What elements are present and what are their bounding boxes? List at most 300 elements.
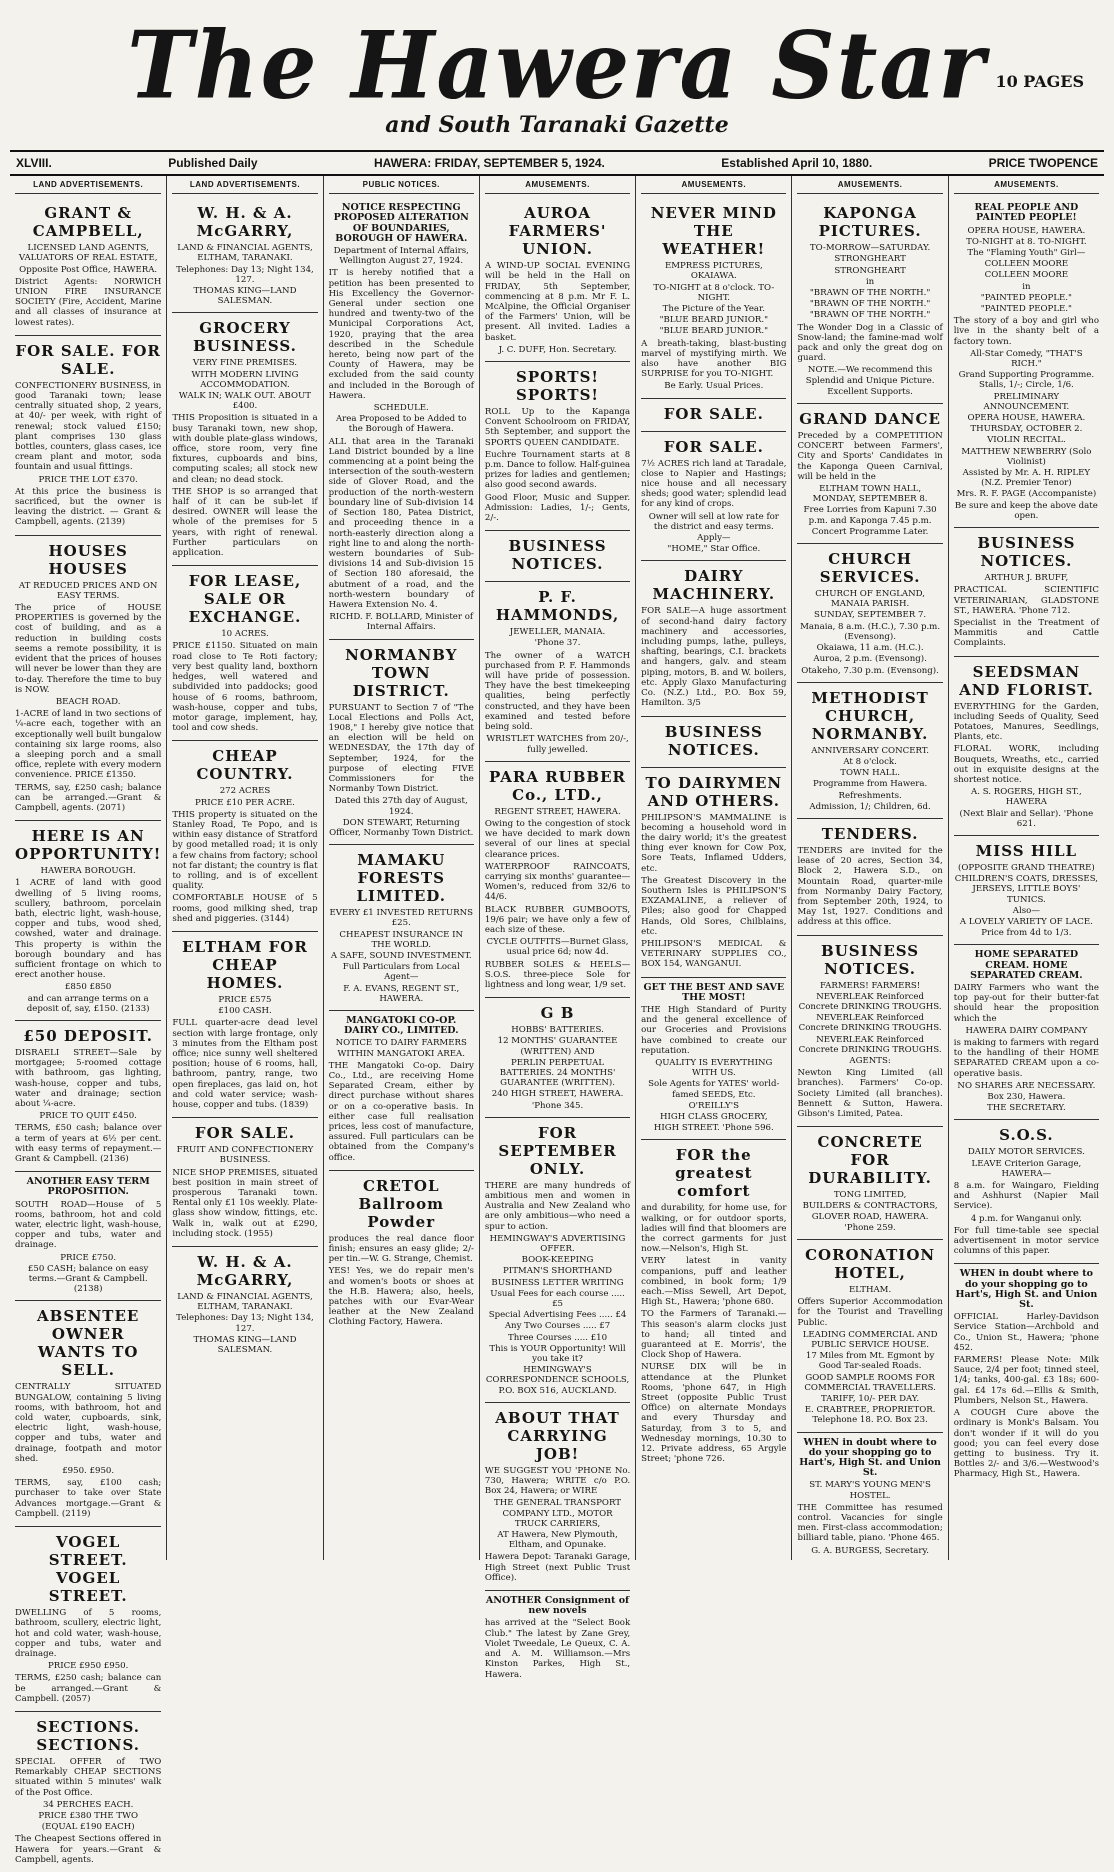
advertisement-text: DAIRY Farmers who want the top pay-out for their butter-fat should hear the proposition which the [953, 982, 1100, 1024]
advertisement-text: RICHD. F. BOLLARD, Minister of Internal Affairs. [329, 612, 474, 633]
advertisement-text: HIGH CLASS GROCERY, [660, 1111, 768, 1122]
advertisement-title: NOTICE RESPECTING PROPOSED ALTERATION OF BOUNDARIES, BOROUGH OF HAWERA. [333, 202, 469, 244]
advertisement-text: Owner will sell at low rate for the district and easy terms. [648, 511, 779, 532]
advertisement [641, 432, 786, 562]
advertisement-title: BUSINESS NOTICES. [977, 534, 1076, 571]
advertisement-text: TARIFF, 10/- PER DAY. [821, 1394, 920, 1405]
advertisement-text: YES! Yes, we do repair men's and women's boots or shoes at the H.B. Hawera; also, heels, patches with our Evar-Wear leather at the New Zealand Clothing Factory, Hawera. [328, 1266, 474, 1328]
advertisement-text: Any Two Courses ..... £7 [504, 1321, 611, 1332]
advertisement-text: DON STEWART, Returning Officer, Normanby Town District. [329, 817, 474, 838]
established-date: Established April 10, 1880. [721, 156, 873, 170]
advertisement-text: WATERPROOF RAINCOATS, carrying six months' guarantee—Women's, reduced from 32/6 to 44/6. [484, 861, 631, 903]
advertisement-text: The Greatest Discovery in the Southern Isles is PHILIPSON'S EXZAMALINE, a reliever of Piles; also good for Chapped Hands, Old Sores, Chilblains, etc. [641, 875, 787, 937]
advertisement [641, 717, 786, 768]
advertisement-text: HAWERA BOROUGH. [40, 866, 136, 877]
volume-number: XLVIII. [16, 156, 52, 170]
advertisement-text: 272 ACRES [219, 786, 271, 797]
advertisement-text: THOMAS KING—LAND SALESMAN. [193, 286, 297, 307]
advertisement-text: MATTHEW NEWBERRY (Solo Violinist) [961, 446, 1092, 467]
advertisement-text: 1 ACRE of land with good dwelling of 5 living rooms, scullery, bathroom, porcelain bath, electric light, wash-house, copper and tubs, wood shed, cowshed, water and drainage. This property is within the borough boundary and has sufficient frontage on which to erect another house. [15, 878, 162, 981]
column-1 [10, 176, 167, 1865]
advertisement-title: DAIRY MACHINERY. [652, 567, 776, 604]
advertisement [172, 566, 317, 741]
advertisement [485, 1118, 630, 1403]
advertisement-text: Concert Programme Later. [811, 526, 929, 537]
advertisement [641, 768, 786, 978]
advertisement-text: The Wonder Dog in a Classic of Snow-land; the famine-mad wolf pack and only the great dog on guard. [797, 322, 943, 364]
advertisement-text: NEVERLEAK Reinforced Concrete DRINKING TROUGHS. [798, 991, 942, 1012]
advertisement-text: J. C. DUFF, Hon. Secretary. [498, 344, 617, 355]
advertisement [329, 1011, 474, 1171]
advertisement-text: At this price the business is sacrificed, but the owner is leaving the district. — Grant & Campbell, agents. (2139) [15, 486, 162, 528]
advertisement-text: Refreshments. [838, 790, 902, 801]
advertisement-title: CHURCH SERVICES. [819, 550, 921, 587]
advertisement [329, 845, 474, 1011]
advertisement [485, 582, 630, 761]
advertisement-text: OPERA HOUSE, HAWERA. [967, 413, 1086, 424]
advertisement-text: NEVERLEAK Reinforced Concrete DRINKING TROUGHS. [798, 1034, 942, 1055]
newspaper-page [10, 10, 1104, 1865]
advertisement-text: BLACK RUBBER GUMBOOTS, 19/6 pair; we have only a few of each size of these. [484, 904, 631, 935]
advertisement-text: A WIND-UP SOCIAL EVENING will be held in the Hall on FRIDAY, 5th September, commencing at 8 p.m. Mr F. L. McAlpine, the Official Organiser of the Farmers' Union, will be present. All invited. Ladies a basket. [484, 261, 631, 343]
issue-price: PRICE TWOPENCE [988, 156, 1098, 170]
advertisement-title: PARA RUBBER Co., LTD., [489, 767, 627, 804]
advertisement-text: WALK IN; WALK OUT. ABOUT £400. [178, 391, 312, 412]
advertisement [485, 362, 630, 531]
advertisement-text: THE High Standard of Purity and the general excellence of our Groceries and Provisions have combined to create our reputation. [641, 1004, 787, 1056]
advertisement-text: PITMAN'S SHORTHAND [503, 1266, 613, 1277]
advertisement-title: TO DAIRYMEN AND OTHERS. [645, 773, 783, 810]
advertisement-text: RUBBER SOLES & HEELS—S.O.S. three-piece Sole for lightness and long wear, 1/9 set. [484, 959, 631, 990]
advertisement-text: Programme from Hawera. [812, 779, 928, 790]
advertisement-text: Usual Fees for each course ..... £5 [490, 1288, 625, 1310]
advertisement-title: FOR SALE. [663, 404, 764, 423]
advertisement-title: MANGATOKI CO-OP. DAIRY CO., LIMITED. [343, 1015, 459, 1037]
advertisement-text: THURSDAY, OCTOBER 2. [970, 424, 1083, 435]
advertisement-text: DWELLING of 5 rooms, bathroom, scullery, electric light, hot and cold water, wash-house, copper and tubs, water and drainage. [15, 1608, 162, 1659]
advertisement-text: BUSINESS LETTER WRITING [491, 1277, 624, 1288]
advertisement-text: CYCLE OUTFITS—Burnet Glass, usual price 6d; now 4d. [486, 937, 629, 958]
advertisement-text: LEADING COMMERCIAL AND PUBLIC SERVICE HOUSE. [802, 1329, 938, 1351]
advertisement-text: Dated this 27th day of August, 1924. [334, 796, 468, 817]
advertisement-text: VERY FINE PREMISES. [192, 358, 298, 369]
advertisement-text: A COUGH Cure above the ordinary is Monk's Balsam. You don't wonder if it will do you good; you can feel every dose getting to business. Try it. Bottles 2/- and 3/6.—Westwood's Pharmacy, High St., Hawera. [953, 1408, 1100, 1480]
advertisement-text: E. CRABTREE, PROPRIETOR. Telephone 18. P.O. Box 23. [804, 1405, 936, 1426]
advertisement [172, 1247, 317, 1361]
advertisement-text: HOBBS' BATTERIES. [511, 1025, 604, 1036]
advertisement-text: All-Star Comedy, "THAT'S RICH." [970, 348, 1083, 370]
advertisement-text: The price of HOUSE PROPERTIES is governed by the cost of building, and as a reduction in building costs seems a remote possibility, it is evident that the prices of houses will never be lower than they are to-day. Therefore the time to buy is NOW. [15, 603, 162, 695]
advertisement-text: THERE are many hundreds of ambitious men and women in Australia and New Zealand who are only ambitious—who need a spur to action. [484, 1180, 631, 1232]
advertisement-title: HOME SEPARATED CREAM. HOME SEPARATED CREAM. [970, 949, 1083, 981]
advertisement-text: Good Floor, Music and Supper. Admission: Ladies, 1/-; Gents, 2/-. [484, 492, 631, 524]
advertisement-text: NURSE DIX will be in attendance at the Plunket Rooms, 'phone 647, in High Street (opposite Public Trust Office) on alternate Mondays and every Thursday and Saturday, from 3 to 5, and Wednesday mornings, 10.30 to 12. Private address, 65 Argyle Street; 'phone 726. [641, 1362, 787, 1465]
advertisement-text: Owing to the congestion of stock we have decided to mark down several of our lines at special clearance prices. [484, 818, 631, 860]
advertisement-text: 1-ACRE of land in two sections of ¼-acre each, together with an exceptionally well built bungalow containing six large rooms, also a sleeping porch and a small office, replete with every modern convenience. PRICE £1350. [15, 709, 162, 781]
advertisement [641, 561, 786, 716]
column-heading: AMUSEMENTS. [797, 180, 942, 194]
advertisement-text: NEVERLEAK Reinforced Concrete DRINKING TROUGHS. [798, 1013, 942, 1034]
advertisement-title: W. H. & A. McGARRY, [196, 1253, 294, 1290]
advertisement-text: At 8 o'clock. [843, 756, 897, 767]
advertisement-text: 4 p.m. for Wanganui only. [970, 1213, 1082, 1224]
advertisement [797, 198, 942, 404]
advertisement [641, 198, 786, 398]
advertisement-text: Free Lorries from Kapuni 7.30 p.m. and Kaponga 7.45 p.m. [803, 505, 937, 526]
advertisement-text: AT Hawera, New Plymouth, Eltham, and Opunake. [497, 1530, 618, 1551]
advertisement-text: Special Advertising Fees ..... £4 [488, 1310, 627, 1321]
advertisement [172, 741, 317, 932]
advertisement-text: PRICE £1150. Situated on main road close to Te Roti factory; very best quality land, boxthorn hedges, well watered and subdivided into paddocks; good house of 6 rooms, bathroom, wash-house, copper and tubs, motor garage, implement, hay, tool and cow sheds. [172, 641, 318, 734]
newspaper-subtitle: and South Taranaki Gazette [385, 112, 729, 138]
advertisement-title: FOR SALE. [194, 1124, 295, 1143]
advertisement-title: METHODIST CHURCH, NORMANBY. [811, 688, 929, 743]
advertisement-text: THE SHOP is so arranged that half of it can be sub-let if desired. OWNER will lease the whole of the premises for 5 years, with right of renewal. Further particulars on application. [172, 486, 318, 559]
advertisement [15, 1301, 161, 1527]
advertisement-text: FULL quarter-acre dead level section with large frontage, only 3 minutes from the Eltham post office; nice sunny well sheltered position; house of 6 rooms, hall, bathroom, pantry, range, two open fireplaces, gas laid on, hot and cold water service; wash-house, copper and tubs. (1839) [172, 1018, 318, 1110]
advertisement-text: IT is hereby notified that a petition has been presented to His Excellency the Governor-General under section one hundred and twenty-two of the Municipal Corporations Act, 1920, praying that the area described in the Schedule hereto, being now part of the County of Hawera, may be excluded from the said county and included in the Borough of Hawera. [328, 268, 474, 401]
advertisement-text: produces the real dance floor finish; ensures an easy glide; 2/- per tin.—W. G. Strange, Chemist. [328, 1233, 474, 1265]
advertisement-text: Excellent Supports. [827, 386, 913, 397]
advertisement-text: £950. £950. [62, 1466, 115, 1477]
advertisement [797, 1127, 942, 1240]
advertisement-text: F. A. EVANS, REGENT ST., HAWERA. [343, 983, 460, 1004]
advertisement-text: TO-NIGHT at 8. TO-NIGHT. [966, 236, 1087, 247]
advertisement-text: HEMINGWAY'S ADVERTISING OFFER. [489, 1233, 626, 1254]
advertisement-text: LAND & FINANCIAL AGENTS, ELTHAM, TARANAKI. [177, 1292, 313, 1313]
advertisement-text: G. A. BURGESS, Secretary. [811, 1545, 929, 1556]
advertisement-text: LEAVE Criterion Garage, HAWERA— [971, 1158, 1082, 1179]
advertisement-text: THE GENERAL TRANSPORT COMPANY LTD., MOTOR TRUCK CARRIERS, [494, 1498, 622, 1529]
advertisement [797, 936, 942, 1128]
advertisement [641, 1140, 786, 1471]
newspaper-title: The Hawera Star [127, 10, 987, 120]
advertisement-text: The owner of a WATCH purchased from P. F. Hammonds will have pride of possession. They have the best timekeeping qualities, being perfectly constructed, and they have been examined and tested before being sold. [484, 650, 631, 733]
advertisement [485, 1403, 630, 1591]
advertisement-title: MISS HILL [975, 841, 1078, 860]
advertisement-title: BUSINESS NOTICES. [821, 941, 920, 978]
advertisement-text: Three Courses ..... £10 [507, 1332, 608, 1343]
advertisement [15, 1021, 161, 1172]
advertisement-title: FOR SALE. FOR SALE. [15, 341, 161, 378]
advertisement-text: VERY latest in vanity companions, puff and leather combined, in book form; 1/9 each.—Miss Sewell, Art Depot, High St., Hawera; 'phone 680. [641, 1256, 787, 1308]
advertisement-text: 8 a.m. for Waingaro, Fielding and Ashhurst (Napier Mail Service). [953, 1181, 1100, 1212]
advertisement-text: HAWERA DAIRY COMPANY [965, 1025, 1088, 1036]
advertisement [954, 198, 1099, 528]
advertisement-text: JEWELLER, MANAIA. [509, 627, 606, 638]
advertisement-title: REAL PEOPLE AND PAINTED PEOPLE! [974, 202, 1079, 224]
advertisement-text: ARTHUR J. BRUFF, [984, 573, 1069, 584]
advertisement-title: SPORTS! SPORTS! [516, 368, 600, 405]
advertisement-text: COMFORTABLE HOUSE of 5 rooms, good milking shed, trap shed and piggeries. (3144) [172, 893, 318, 924]
advertisement-text: "PAINTED PEOPLE." [980, 304, 1072, 315]
advertisement-title: S.O.S. [999, 1126, 1054, 1145]
column-heading: LAND ADVERTISEMENTS. [172, 180, 317, 194]
column-5 [636, 176, 792, 1560]
advertisement [641, 399, 786, 432]
advertisement-text: TERMS, £250 cash; balance can be arranged.—Grant & Campbell. (2057) [15, 1673, 162, 1704]
advertisement-title: P. F. HAMMONDS, [495, 588, 620, 625]
advertisement-text: BEACH ROAD. [55, 696, 121, 707]
advertisement-title: FOR SALE. [663, 437, 764, 456]
column-heading: AMUSEMENTS. [641, 180, 786, 194]
advertisement-text: DISRAELI STREET—Sale by mortgagee; 5-roomed cottage with bathroom, gas lighting, wash-house, copper and tubs, water and drainage; section about ¼-acre. [15, 1047, 162, 1109]
advertisement-text: Assisted by Mr. A. H. RIPLEY (N.Z. Premier Tenor) [962, 468, 1091, 489]
column-heading: LAND ADVERTISEMENTS. [15, 180, 161, 194]
advertisement [15, 198, 161, 336]
advertisement-text: The story of a boy and girl who live in the shanty belt of a factory town. [953, 316, 1100, 347]
advertisement [485, 998, 630, 1118]
advertisement-text: TO-NIGHT at 8 o'clock. TO-NIGHT. [653, 282, 775, 303]
advertisement-text: 17 Miles from Mt. Egmont by Good Tar-sealed Roads. [805, 1351, 935, 1372]
columns [10, 176, 1104, 1865]
advertisement-text: District Agents: NORWICH UNION FIRE INSURANCE SOCIETY (Fire, Accident, Marine and all classes of insurance at lowest rates). [15, 276, 162, 328]
advertisement-text: A breath-taking, blast-busting marvel of mystifying mirth. We also have another BIG SURPRISE for you TO-NIGHT. [641, 338, 787, 380]
advertisement-text: has arrived at the "Select Book Club." The latest by Zane Grey, Violet Tweedale, Le Queux, C. A. and A. M. Williamson.—Mrs Kinston Parkes, High St., Hawera. [484, 1618, 631, 1680]
advertisement [172, 1118, 317, 1247]
advertisement-text: 10 ACRES. [221, 629, 269, 640]
column-2 [167, 176, 323, 1560]
advertisement-text: NICE SHOP PREMISES, situated best position in main street of prosperous Taranaki town. Rental only £1 10s weekly. Plate-glass show window, fittings, etc. Walk in, walk out at £290, including stock. (1955) [172, 1167, 318, 1239]
advertisement-title: BUSINESS NOTICES. [508, 537, 607, 574]
advertisement-text: The Picture of the Year. [662, 304, 765, 315]
advertisement-text: WRISTLET WATCHES from 20/-, fully jewelled. [486, 734, 629, 755]
advertisement-text: TERMS, £50 cash; balance over a term of years at 6½ per cent. with easy terms of repayment.—Grant & Campbell. (2136) [15, 1123, 162, 1165]
advertisement-text: "BLUE BEARD JUNIOR." [659, 315, 769, 326]
advertisement-text: HIGH STREET. 'Phone 596. [653, 1123, 774, 1134]
advertisement-text: Admission, 1/; Children, 6d. [809, 801, 931, 812]
page-count: 10 PAGES [995, 72, 1084, 91]
advertisement-text: NOTE.—We recommend this Splendid and Unique Picture. [805, 365, 935, 386]
advertisement [641, 978, 786, 1141]
advertisement-text: THOMAS KING—LAND SALESMAN. [193, 1334, 297, 1356]
advertisement-text: ST. MARY'S YOUNG MEN'S HOSTEL. [809, 1480, 931, 1501]
advertisement-text: EVERYTHING for the Garden, including Seeds of Quality, Seed Potatoes, Manures, Seedlings, Plants, etc. [953, 701, 1100, 743]
advertisement-text: CENTRALLY SITUATED BUNGALOW, containing 5 living rooms, with bathroom, hot and cold water, cupboards, sink, electric light, wash-house, copper and tubs, water and drainage, footpath and motor shed. [15, 1382, 162, 1464]
advertisement-text: Full Particulars from Local Agent— [342, 962, 460, 983]
advertisement-text: AT REDUCED PRICES AND ON EASY TERMS. [18, 580, 158, 601]
advertisement-text: FRUIT AND CONFECTIONERY BUSINESS. [176, 1145, 314, 1166]
advertisement-text: TONG LIMITED, [833, 1190, 907, 1201]
advertisement-text: is making to farmers with regard to the handling of their HOME SEPARATED CREAM upon a co-operative basis. [953, 1038, 1100, 1079]
advertisement-text: "HOME," Star Office. [667, 544, 761, 555]
advertisement-text: The Cheapest Sections offered in Hawera for years.—Grant & Campbell, agents. [15, 1834, 162, 1865]
advertisement-text: LAND & FINANCIAL AGENTS, ELTHAM, TARANAKI. [177, 243, 313, 264]
advertisement-title: KAPONGA PICTURES. [818, 204, 922, 241]
advertisement [15, 1712, 161, 1872]
advertisement-text: THE SECRETARY. [987, 1103, 1066, 1114]
advertisement-text: ELTHAM TOWN HALL, MONDAY, SEPTEMBER 8. [812, 484, 928, 505]
advertisement-text: PRICE £575 [218, 994, 272, 1005]
advertisement-text: ELTHAM. [848, 1285, 892, 1295]
advertisement-text: PHILIPSON'S MEDICAL & VETERINARY SUPPLIES CO., BOX 154, WANGANUI. [641, 938, 787, 970]
advertisement-text: (Next Blair and Sellar). 'Phone 621. [959, 808, 1094, 829]
advertisement-text: Sole Agents for YATES' world-famed SEEDS, Etc. [648, 1079, 780, 1100]
column-heading: PUBLIC NOTICES. [329, 180, 474, 194]
advertisement-text: ROLL Up to the Kapanga Convent Schoolroom on FRIDAY, 5th September, and support the SPORTS QUEEN CANDIDATE. [484, 407, 631, 448]
advertisement-text: CONFECTIONERY BUSINESS, in good Taranaki town; lease centrally situated shop, 2 years, at 40/- per week, with right of renewal; stock valued £150; plant comprises 130 glass bottles, counters, glass cases, ice cream plant and motor, soda fountain and usual fittings. [15, 380, 162, 473]
advertisement-text: 'Phone 345. [531, 1100, 584, 1111]
advertisement-text: PRICE TO QUIT £450. [39, 1111, 137, 1122]
column-3 [324, 176, 480, 1560]
advertisement-text: 34 PERCHES EACH. [42, 1799, 134, 1810]
advertisement [15, 1172, 161, 1301]
advertisement-text: in [865, 276, 875, 287]
advertisement [329, 198, 474, 639]
advertisement [329, 640, 474, 846]
advertisement-text: Be sure and keep the above date open. [954, 500, 1098, 521]
advertisement-text: A. S. ROGERS, HIGH ST., HAWERA [971, 787, 1082, 808]
advertisement-text: THE Mangatoki Co-op. Dairy Co., Ltd., are receiving Home Separated Cream, either by direct purchase without shares or on a co-operative basis. In either case full realisation prices, less cost of manufacture, assured. Full particulars can be obtained from the Company's office. [328, 1060, 474, 1163]
advertisement-title: HERE IS AN OPPORTUNITY! [15, 827, 162, 864]
advertisement-text: WE SUGGEST YOU 'PHONE No. 730, Hawera; WRITE c/o P.O. Box 24, Hawera; or WIRE [484, 1465, 631, 1497]
advertisement [329, 1171, 474, 1335]
advertisement-text: "PAINTED PEOPLE." [980, 292, 1072, 303]
advertisement-title: CORONATION HOTEL, [805, 1246, 936, 1282]
advertisement-text: Euchre Tournament starts at 8 p.m. Dance to follow. Half-guinea prizes for ladies and gentlemen; also good second awards. [484, 449, 631, 491]
advertisement-title: WHEN in doubt where to do your shopping go to Hart's, High St. and Union St. [955, 1268, 1098, 1311]
advertisement-text: COLLEEN MOORE [984, 259, 1069, 270]
advertisement-text: PERLIN PERPETUAL BATTERIES. 24 MONTHS' GUARANTEE (WRITTEN). [499, 1057, 616, 1089]
advertisement [797, 544, 942, 683]
advertisement-text: Otakeho, 7.30 p.m. (Evensong). [801, 665, 939, 676]
advertisement-text: The "Flaming Youth" Girl— [967, 248, 1086, 259]
advertisement-text: in [1022, 281, 1031, 292]
masthead [10, 10, 1104, 150]
advertisement-text: Okaiawa, 11 a.m. (H.C.). [816, 643, 924, 654]
advertisement-text: DAILY MOTOR SERVICES. [967, 1147, 1085, 1158]
advertisement-title: GRANT & CAMPBELL, [32, 204, 144, 241]
advertisement-text: PRICE £950 £950. [47, 1661, 129, 1672]
advertisement-title: TENDERS. [821, 824, 919, 843]
advertisement-text: Offers Superior Accommodation for the Tourist and Travelling Public. [797, 1297, 943, 1328]
column-7 [949, 176, 1104, 1560]
advertisement-title: NEVER MIND THE WEATHER! [650, 204, 777, 259]
advertisement-title: SEEDSMAN AND FLORIST. [959, 662, 1094, 699]
advertisement-text: and durability, for home use, for walking, or for outdoor sports, ladies will find that bloomers are the correct garments for just now.—Nelson's, High St. [641, 1203, 787, 1255]
advertisement-text: TERMS, say, £100 cash; purchaser to take over State Advances mortgage.—Grant & Campbell. (2119) [15, 1478, 162, 1519]
advertisement-text: PRICE £750. [60, 1252, 117, 1263]
advertisement-text: BOOK-KEEPING [521, 1255, 594, 1266]
advertisement-text: Box 230, Hawera. [987, 1092, 1066, 1103]
advertisement [172, 313, 317, 566]
advertisement-text: Opposite Post Office, HAWERA. [19, 264, 158, 275]
advertisement-title: HOUSES HOUSES [48, 541, 128, 578]
advertisement [797, 404, 942, 544]
advertisement-text: GOOD SAMPLE ROOMS FOR COMMERCIAL TRAVELLERS. [804, 1372, 936, 1393]
advertisement-text: Telephones: Day 13; Night 134, 127. [176, 1313, 314, 1334]
advertisement-text: Apply— [697, 533, 731, 544]
advertisement-text: PURSUANT to Section 7 of "The Local Elections and Polls Act, 1908," I hereby give notice that an election will be held on WEDNESDAY, the 17th day of September, 1924, for the purpose of electing FIVE Commissioners for the Normanby Town District. [328, 702, 474, 795]
advertisement-text: 'Phone 259. [844, 1222, 896, 1233]
advertisement-text: "BRAWN OF THE NORTH." [809, 299, 931, 310]
advertisement-text: (OPPOSITE GRAND THEATRE) [957, 862, 1095, 873]
advertisement-text: Grand Supporting Programme. Stalls, 1/-; Circle, 1/6. [958, 370, 1095, 391]
advertisement-title: ABSENTEE OWNER WANTS TO SELL. [37, 1307, 140, 1380]
published-daily: Published Daily [168, 156, 258, 170]
advertisement-text: 'Phone 37. [534, 638, 581, 649]
advertisement-text: "BRAWN OF THE NORTH." [809, 288, 931, 299]
advertisement-text: TOWN HALL. [840, 768, 900, 779]
advertisement-title: WHEN in doubt where to do your shopping go to Hart's, High St. and Union St. [799, 1436, 941, 1479]
advertisement-title: W. H. & A. McGARRY, [196, 204, 294, 241]
advertisement [954, 1120, 1099, 1264]
advertisement-text: FLORAL WORK, including Bouquets, Wreaths, etc., carried out in exquisite designs at the shortest notice. [953, 744, 1100, 785]
advertisement [485, 198, 630, 362]
advertisement-text: SCHEDULE. [373, 403, 429, 414]
advertisement-text: A LOVELY VARIETY OF LACE. [959, 916, 1093, 927]
advertisement [15, 336, 161, 536]
advertisement-text: Price from 4d to 1/3. [981, 928, 1072, 939]
advertisement-text: OPERA HOUSE, HAWERA. [967, 225, 1086, 236]
advertisement-text: VIOLIN RECITAL. [987, 435, 1066, 446]
advertisement-text: SOUTH ROAD—House of 5 rooms, bathroom, hot and cold water, electric light, wash-house, copper and tubs, water and drainage. [15, 1199, 162, 1251]
advertisement-text: PRELIMINARY ANNOUNCEMENT. [983, 391, 1070, 412]
advertisement-text: EVERY £1 INVESTED RETURNS £25. [329, 908, 474, 929]
advertisement-title: CRETOL Ballroom Powder [358, 1176, 445, 1231]
advertisement [172, 198, 317, 313]
advertisement [172, 932, 317, 1118]
advertisement-text: FARMERS! FARMERS! [819, 980, 921, 991]
advertisement-text: TERMS, say, £250 cash; balance can be arranged.—Grant & Campbell, agents. (2071) [15, 782, 162, 813]
advertisement-text: CHURCH OF ENGLAND, MANAIA PARISH. [815, 589, 925, 610]
advertisement-text: TENDERS are invited for the lease of 20 acres, Section 34, Block 2, Hawera S.D., on Mountain Road, quarter-mile from Normanby Dairy Factory, from September 20th, 1924, to May 1st, 1927. Conditions and address at this office. [797, 845, 943, 928]
advertisement [485, 531, 630, 582]
advertisement-text: Preceded by a COMPETITION CONCERT between Farmers', City and Sports' Candidates in the Kaponga Queen Carnival, will be held in the [797, 431, 943, 482]
advertisement-text: ALL that area in the Taranaki Land District bounded by a line commencing at a point being the intersection of the south-western side of Glover Road, and the production of the north-western boundary line of Sub-division 14 of Section 180, Patea District, and proceeding thence in a north-easterly direction along a right line to and along the north-western boundaries of Sub-divisions 14 and Sub-division 15 of Section 180 aforesaid, the abutment of a road, and the north-western boundary of Hawera Extension No. 4. [328, 436, 474, 610]
advertisement [954, 945, 1099, 1120]
advertisement-title: G B [540, 1004, 575, 1023]
advertisement-text: PRICE £10 PER ACRE. [195, 797, 295, 808]
advertisement-text: STRONGHEART [834, 254, 906, 265]
advertisement-title: £50 DEPOSIT. [23, 1026, 153, 1045]
advertisement-text: PRACTICAL SCIENTIFIC VETERINARIAN, GLADSTONE ST., HAWERA. 'Phone 712. [953, 585, 1100, 616]
advertisement-title: ELTHAM FOR CHEAP HOMES. [182, 937, 308, 992]
advertisement-text: Also— [1012, 905, 1040, 916]
advertisement-text: £50 CASH; balance on easy terms.—Grant & Campbell. (2138) [27, 1263, 149, 1295]
advertisement-text: 7½ ACRES rich land at Taradale, close to Napier and Hastings; nice house and all necessary sheds; good water; splendid lead for any kind of crops. [641, 458, 787, 510]
advertisement-title: GROCERY BUSINESS. [193, 319, 297, 356]
advertisement-text: Telephones: Day 13; Night 134, 127. [176, 264, 314, 285]
advertisement-text: CHILDREN'S COATS, DRESSES, JERSEYS, LITTLE BOYS' TUNICS. [954, 874, 1099, 905]
advertisement-title: CHEAP COUNTRY. [196, 747, 294, 784]
advertisement [15, 536, 161, 821]
advertisement-title: SECTIONS. SECTIONS. [36, 1717, 140, 1754]
advertisement-text: Hawera Depot: Taranaki Garage, High Street (next Public Trust Office). [484, 1552, 631, 1583]
column-6 [792, 176, 948, 1560]
advertisement-text: PRICE £380 THE TWO [38, 1810, 138, 1821]
advertisement-text: EMPRESS PICTURES, OKAIAWA. [664, 261, 763, 282]
advertisement-title: CONCRETE FOR DURABILITY. [808, 1133, 932, 1188]
advertisement-title: BUSINESS NOTICES. [664, 722, 763, 759]
advertisement-text: Area Proposed to be Added to the Borough of Hawera. [335, 414, 467, 435]
advertisement-text: WITH MODERN LIVING ACCOMMODATION. [191, 369, 299, 390]
advertisement-text: "BLUE BEARD JUNIOR." [659, 326, 769, 337]
advertisement-text: Auroa, 2 p.m. (Evensong). [813, 654, 927, 665]
advertisement-text: Specialist in the Treatment of Mammitis and Cattle Complaints. [953, 617, 1100, 649]
advertisement-text: TO the Farmers of Taranaki.—This season's alarm clocks just to hand; all tinted and guaranteed at E. Morris', the Clock Shop of Hawera. [641, 1309, 787, 1361]
advertisement [15, 1527, 161, 1712]
advertisement-text: 240 HIGH STREET, HAWERA. [491, 1089, 624, 1100]
advertisement-text: CHEAPEST INSURANCE IN THE WORLD. [339, 929, 464, 950]
dateline [10, 150, 1104, 176]
advertisement-title: ABOUT THAT CARRYING JOB! [495, 1408, 620, 1463]
issue-date: HAWERA: FRIDAY, SEPTEMBER 5, 1924. [373, 156, 605, 170]
advertisement-title: ANOTHER Consignment of new novels [485, 1595, 630, 1617]
advertisement [954, 836, 1099, 945]
advertisement-text: REGENT STREET, HAWERA. [494, 806, 621, 817]
advertisement [954, 657, 1099, 836]
